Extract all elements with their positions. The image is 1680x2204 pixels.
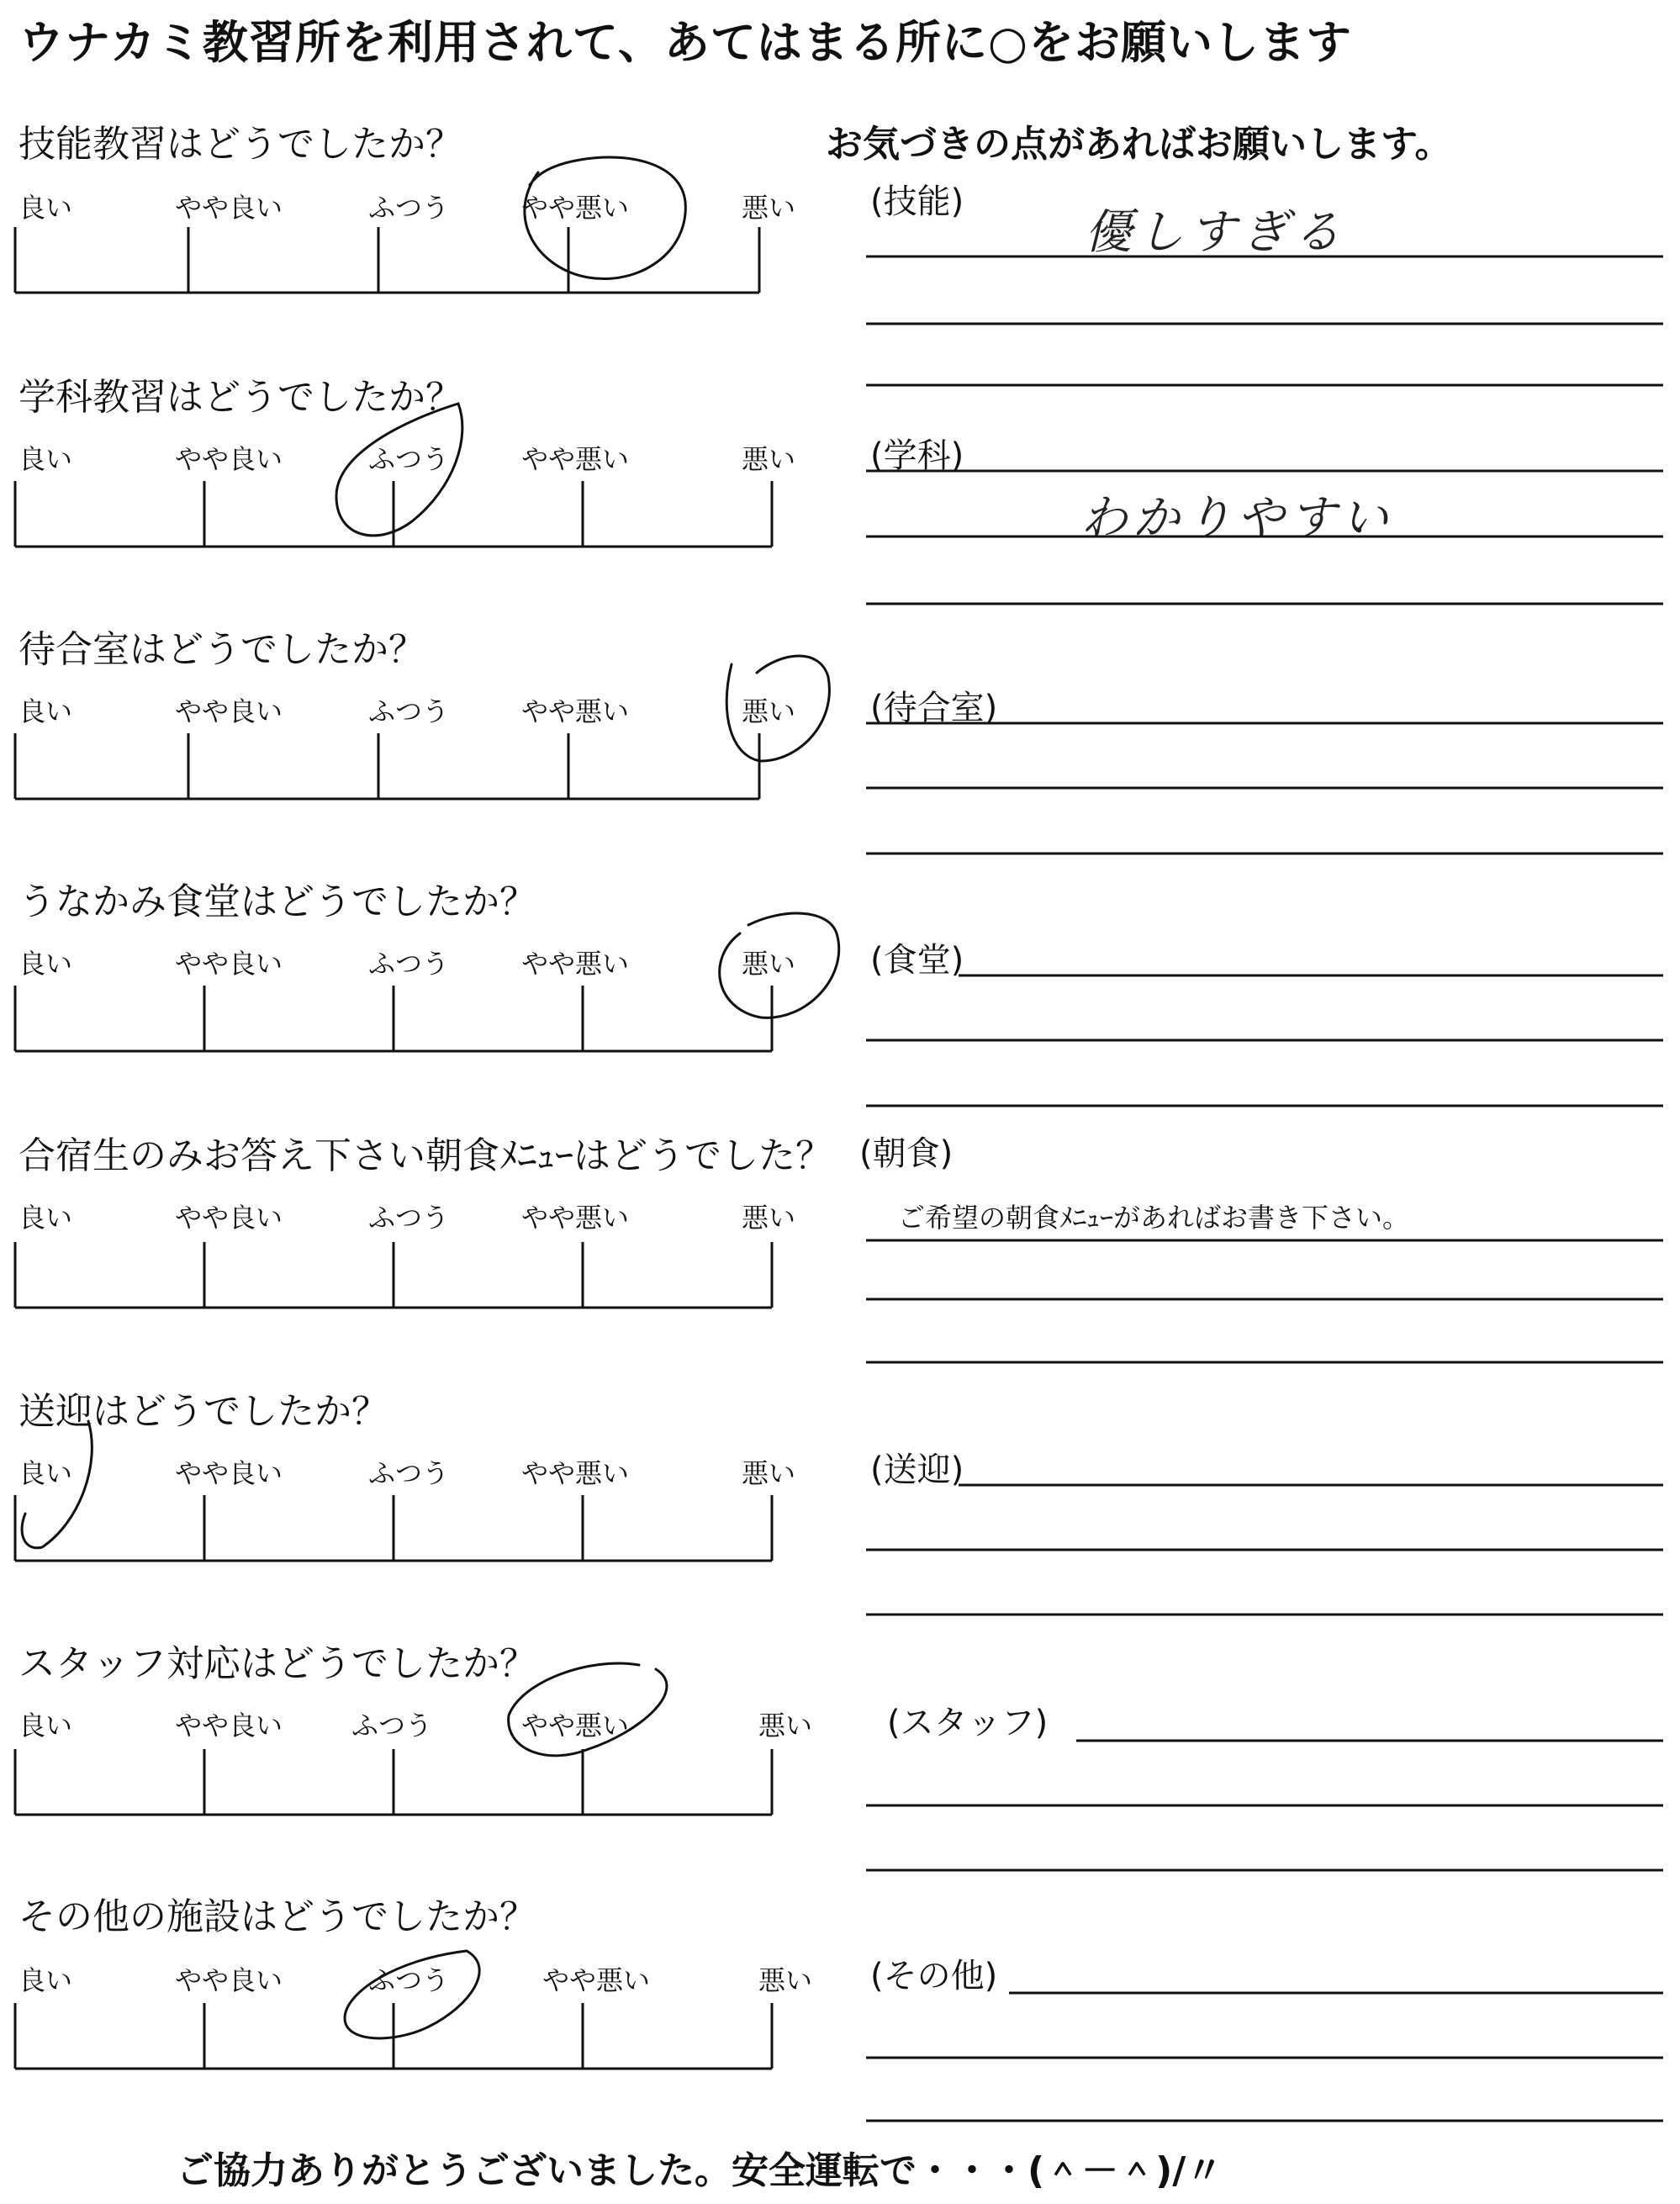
question-lecture: 学科教習はどうでしたか？ <box>18 376 462 419</box>
handwritten-comment-lecture: わかりやすい <box>1080 491 1393 546</box>
q5-label-average: ふつう <box>368 1202 450 1234</box>
selection-circle-q6 <box>22 1421 92 1548</box>
q1-label-fairly-good: やや良い <box>175 192 283 224</box>
handwritten-comment-skill: 優しすぎる <box>1085 205 1345 260</box>
scale-bracket-q1 <box>15 227 759 293</box>
q6-label-good: 良い <box>18 1457 73 1489</box>
q2-label-good: 良い <box>18 443 73 475</box>
q1-label-average: ふつう <box>368 192 450 224</box>
q1-label-bad: 悪い <box>742 192 796 224</box>
scale-bracket-q2 <box>15 481 772 547</box>
comment-category-lecture: (学科) <box>870 436 964 475</box>
comments-header: お気づきの点があればお願いします。 <box>826 123 1452 166</box>
selection-circle-q7 <box>509 1663 667 1756</box>
selection-circle-q3 <box>726 656 829 761</box>
comment-category-staff: (スタッフ) <box>887 1704 1049 1742</box>
page-title: ウナカミ教習所を利用されて、あてはまる所に○をお願いします <box>18 16 1352 69</box>
selection-circle-q4 <box>720 913 839 1017</box>
question-skill: 技能教習はどうでしたか？ <box>18 123 462 166</box>
q3-label-fairly-bad: やや悪い <box>521 695 630 727</box>
question-other-facilities: その他の施設はどうでしたか？ <box>18 1895 536 1938</box>
question-shuttle: 送迎はどうでしたか？ <box>18 1390 388 1433</box>
q6-label-fairly-bad: やや悪い <box>521 1457 630 1489</box>
comment-category-skill: (技能) <box>870 182 964 221</box>
q7-label-fairly-good: やや良い <box>175 1710 283 1742</box>
q4-label-fairly-bad: やや悪い <box>521 948 630 980</box>
scale-bracket-q8 <box>15 2003 772 2069</box>
question-cafeteria: うなかみ食堂はどうでしたか？ <box>18 880 536 923</box>
scale-bracket-q4 <box>15 986 772 1051</box>
q7-label-fairly-bad: やや悪い <box>521 1710 630 1742</box>
q4-label-good: 良い <box>18 948 73 980</box>
scale-bracket-q3 <box>15 733 759 799</box>
q2-label-fairly-bad: やや悪い <box>521 443 630 475</box>
q5-label-bad: 悪い <box>742 1202 796 1234</box>
q8-label-average: ふつう <box>368 1964 450 1996</box>
footer-message: ご協力ありがとうございました。安全運転で・・・(＾－＾)/〃 <box>177 2149 1223 2192</box>
selection-circle-q8 <box>345 1951 479 2038</box>
question-staff: スタッフ対応はどうでしたか？ <box>18 1642 536 1685</box>
q3-label-average: ふつう <box>368 695 450 727</box>
q2-label-average: ふつう <box>368 443 450 475</box>
comment-category-shuttle: (送迎) <box>870 1451 964 1489</box>
q6-label-fairly-good: やや良い <box>175 1457 283 1489</box>
q8-label-good: 良い <box>18 1964 73 1996</box>
scale-bracket-q7 <box>15 1749 772 1815</box>
q1-label-good: 良い <box>18 192 73 224</box>
q4-label-average: ふつう <box>368 948 450 980</box>
q4-label-fairly-good: やや良い <box>175 948 283 980</box>
comment-category-other: (その他) <box>870 1957 998 1995</box>
scale-bracket-q6 <box>15 1495 772 1561</box>
comment-category-cafeteria: (食堂) <box>870 941 964 980</box>
q2-label-fairly-good: やや良い <box>175 443 283 475</box>
q5-label-fairly-bad: やや悪い <box>521 1202 630 1234</box>
selection-circle-q1 <box>525 157 685 278</box>
q2-label-bad: 悪い <box>742 443 796 475</box>
question-waiting-room: 待合室はどうでしたか？ <box>18 628 425 671</box>
q6-label-bad: 悪い <box>742 1457 796 1489</box>
q5-label-good: 良い <box>18 1202 73 1234</box>
breakfast-request-note: ご希望の朝食ﾒﾆｭｰがあればお書き下さい。 <box>898 1202 1410 1234</box>
q1-label-fairly-bad: やや悪い <box>521 192 630 224</box>
q5-label-fairly-good: やや良い <box>175 1202 283 1234</box>
q8-label-bad: 悪い <box>758 1964 813 1996</box>
scale-bracket-q5 <box>15 1242 772 1308</box>
comment-category-waiting-room: (待合室) <box>870 689 998 727</box>
q7-label-average: ふつう <box>351 1710 433 1742</box>
q3-label-fairly-good: やや良い <box>175 695 283 727</box>
q7-label-good: 良い <box>18 1710 73 1742</box>
q6-label-average: ふつう <box>368 1457 450 1489</box>
q3-label-good: 良い <box>18 695 73 727</box>
q8-label-fairly-bad: やや悪い <box>542 1964 651 1996</box>
selection-circle-q2 <box>336 404 462 536</box>
q7-label-bad: 悪い <box>758 1710 813 1742</box>
question-breakfast: 合宿生のみお答え下さい朝食ﾒﾆｭｰはどうでした？ <box>18 1134 832 1177</box>
comment-lines <box>866 256 1663 2121</box>
comment-category-breakfast: (朝食) <box>859 1134 954 1173</box>
q3-label-bad: 悪い <box>742 695 796 727</box>
q4-label-bad: 悪い <box>742 948 796 980</box>
q8-label-fairly-good: やや良い <box>175 1964 283 1996</box>
